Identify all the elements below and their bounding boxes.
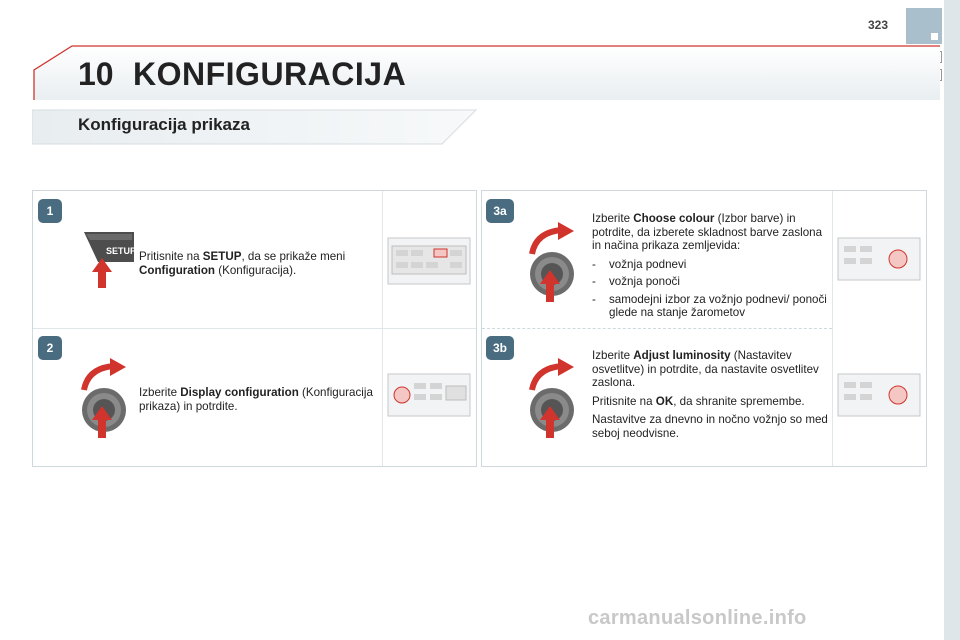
panel-divider <box>482 328 832 329</box>
chapter-number: 10 <box>78 56 114 92</box>
step-badge-2: 2 <box>38 336 62 360</box>
list-item: - samodejni izbor za vožnjo podnevi/ ponoči glede na stanje žarometov <box>592 292 827 319</box>
panel-divider <box>832 191 833 466</box>
chapter-title: KONFIGURACIJA <box>133 56 407 92</box>
page-number: 323 <box>868 18 889 32</box>
rotary-knob-icon <box>74 358 132 440</box>
step-3a-text: Izberite Choose colour (Izbor barve) in potrdite, da izberete skladnost barve zaslona in načina prikaza zemljevida: - vožnja podnevi - vožnja ponoči - samodejni izbor za vožnjo podnevi/ ponoči glede na stanje žarometov <box>592 212 827 319</box>
rotary-knob-icon <box>522 358 580 440</box>
step-badge-3a: 3a <box>486 199 514 223</box>
rotary-knob-icon <box>522 222 580 304</box>
list-item: - vožnja podnevi <box>592 257 687 271</box>
radio-panel-thumbnail <box>386 236 472 286</box>
list-item: - vožnja ponoči <box>592 275 680 288</box>
panel-divider <box>33 328 476 329</box>
setup-button-icon <box>80 228 138 290</box>
watermark: carmanualsonline.info <box>588 607 807 629</box>
corner-marker <box>906 8 942 44</box>
radio-panel-thumbnail <box>836 370 922 420</box>
radio-panel-thumbnail <box>836 234 922 284</box>
step-badge-1: 1 <box>38 199 62 223</box>
section-title: Konfiguracija prikaza <box>78 115 250 134</box>
page-edge-strip <box>944 0 960 640</box>
setup-button-label: SETUP <box>106 246 137 256</box>
step-badge-3b: 3b <box>486 336 514 360</box>
step-1-text: Pritisnite na SETUP, da se prikaže meni Configuration (Konfiguracija). <box>139 250 346 277</box>
panel-divider <box>382 191 383 466</box>
step-3b-text: Izberite Adjust luminosity (Nastavitev osvetlitve) in potrdite, da nastavite osvetlitev zaslona. Pritisnite na OK, da shranite spremembe. Nastavitve za dnevno in nočno vožnjo so med seboj neodvisne. <box>592 349 828 440</box>
radio-panel-thumbnail <box>386 370 472 420</box>
step-2-text: Izberite Display configuration (Konfiguracija prikaza) in potrdite. <box>139 386 373 413</box>
